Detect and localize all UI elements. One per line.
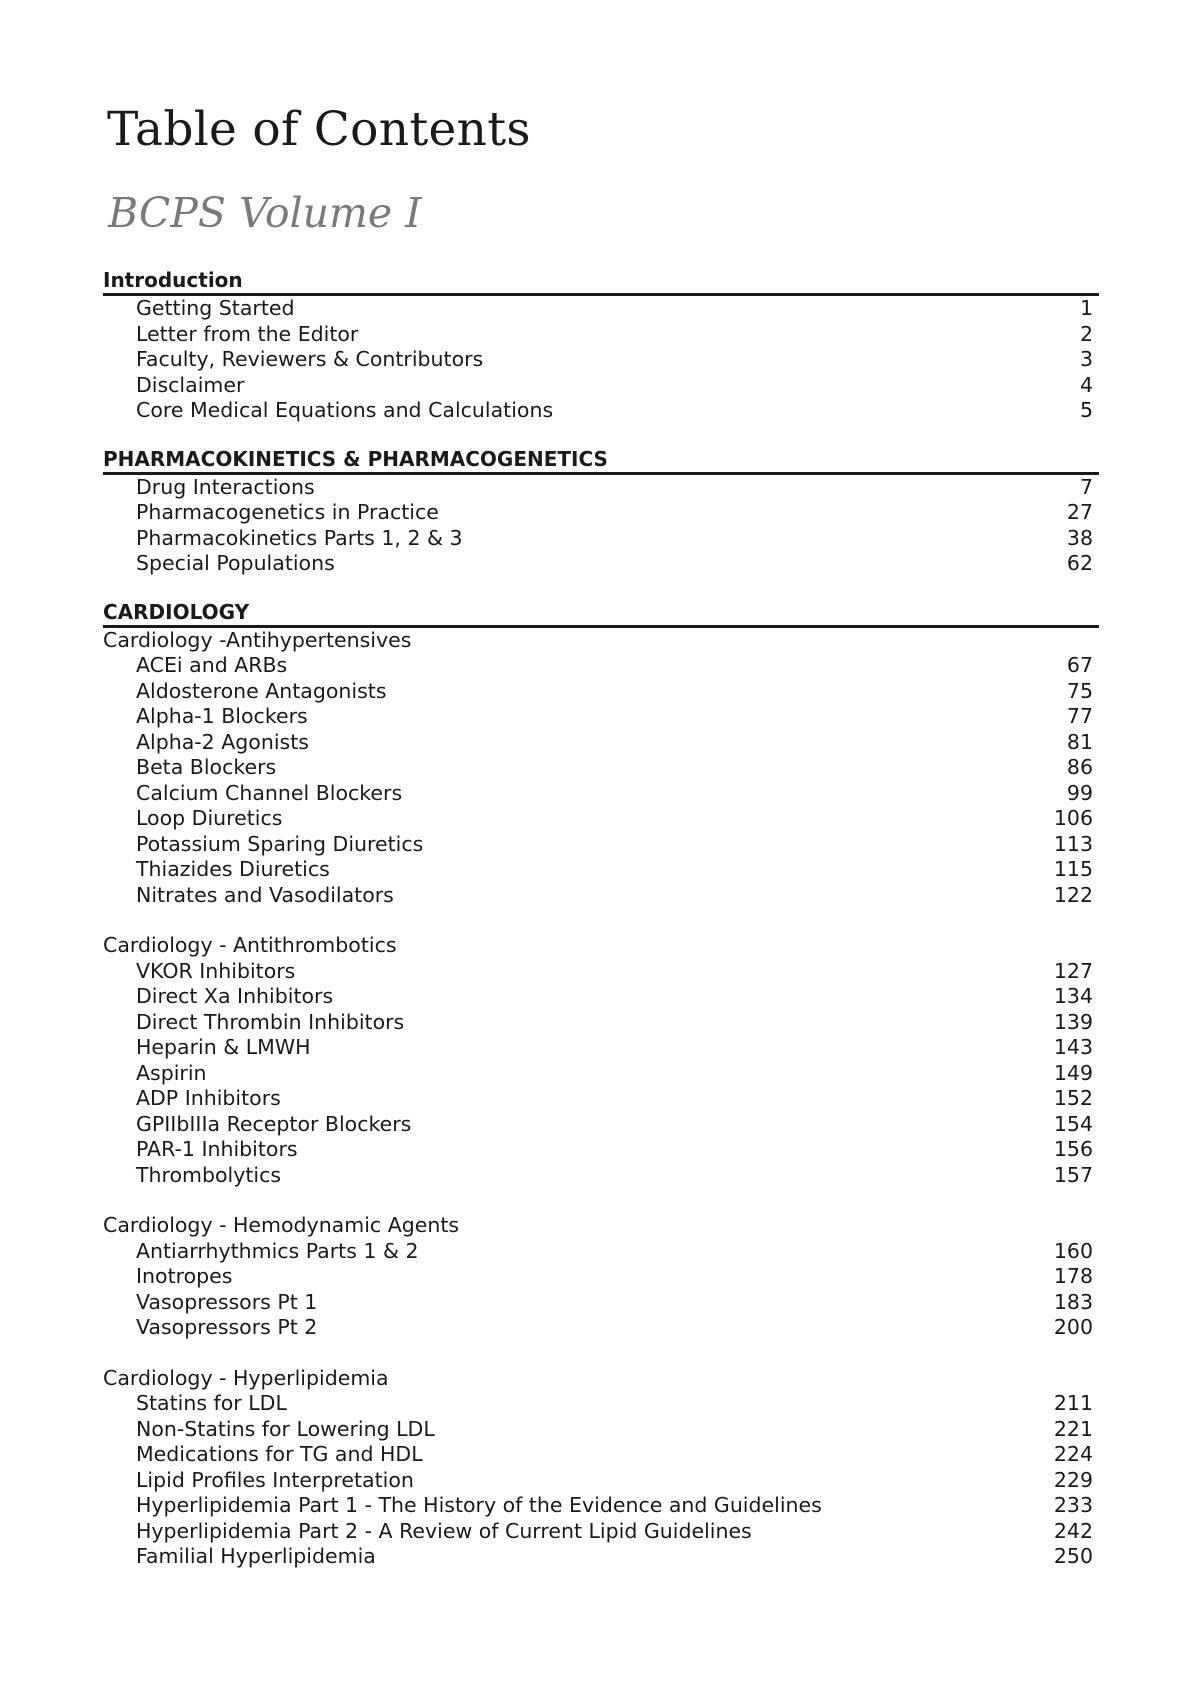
section-spacer — [103, 424, 1099, 447]
toc-section — [103, 447, 1099, 577]
entry-page-number: 81 — [1066, 729, 1093, 754]
entry-page-number: 77 — [1066, 704, 1093, 728]
toc-group — [103, 1366, 1099, 1570]
toc-entry[interactable] — [103, 984, 1099, 1010]
entry-page-number: 233 — [1053, 1493, 1093, 1517]
toc-entry[interactable] — [103, 653, 1099, 679]
entry-title: Calcium Channel Blockers — [136, 780, 403, 805]
entry-page-number: 67 — [1066, 653, 1093, 677]
entry-title: PAR-1 Inhibitors — [136, 1137, 298, 1161]
toc-section — [103, 268, 1099, 424]
entry-page-number: 27 — [1066, 500, 1093, 524]
entry-page-number: 5 — [1079, 398, 1093, 422]
entry-page-number: 99 — [1066, 780, 1093, 805]
entry-page-number: 7 — [1079, 474, 1093, 499]
entry-page-number: 149 — [1053, 1060, 1093, 1085]
section-heading: PHARMACOKINETICS & PHARMACOGENETICS — [103, 447, 1099, 475]
toc-entry[interactable] — [103, 832, 1099, 858]
entry-title: Special Populations — [136, 551, 335, 575]
toc-entry[interactable] — [103, 1442, 1099, 1468]
toc-entry[interactable] — [103, 781, 1099, 807]
entry-title: Thrombolytics — [136, 1162, 282, 1187]
toc-entry[interactable] — [103, 296, 1099, 322]
entry-page-number: 211 — [1053, 1391, 1093, 1415]
toc-entry[interactable] — [103, 1112, 1099, 1138]
toc-entry[interactable] — [103, 1035, 1099, 1061]
entry-title: Vasopressors Pt 2 — [136, 1315, 318, 1339]
entry-title: Disclaimer — [136, 372, 245, 397]
entry-page-number: 152 — [1053, 1086, 1093, 1110]
toc-entry[interactable] — [103, 857, 1099, 883]
entry-title: Statins for LDL — [136, 1391, 287, 1415]
entry-title: Antiarrhythmics Parts 1 & 2 — [136, 1238, 419, 1263]
entry-page-number: 183 — [1053, 1289, 1093, 1314]
entry-page-number: 143 — [1053, 1035, 1093, 1059]
toc-entry[interactable] — [103, 1391, 1099, 1417]
entry-title: Pharmacokinetics Parts 1, 2 & 3 — [136, 525, 463, 550]
entry-title: Direct Xa Inhibitors — [136, 984, 334, 1008]
toc-entry[interactable] — [103, 883, 1099, 909]
toc-entry[interactable] — [103, 398, 1099, 424]
entry-title: Thiazides Diuretics — [136, 857, 330, 881]
toc-entry[interactable] — [103, 1417, 1099, 1443]
entry-title: GPIIbIIIa Receptor Blockers — [136, 1111, 412, 1136]
entry-title: Getting Started — [136, 296, 295, 320]
section-heading: CARDIOLOGY — [103, 600, 1099, 628]
toc-entry[interactable] — [103, 322, 1099, 348]
toc-entry[interactable] — [103, 730, 1099, 756]
toc-entry[interactable] — [103, 1315, 1099, 1341]
entry-title: Alpha-1 Blockers — [136, 704, 308, 728]
toc-section — [103, 600, 1099, 1570]
entry-page-number: 250 — [1053, 1544, 1093, 1568]
toc-entry[interactable] — [103, 551, 1099, 577]
entry-page-number: 4 — [1079, 372, 1093, 397]
entry-page-number: 154 — [1053, 1111, 1093, 1136]
toc-entry[interactable] — [103, 1519, 1099, 1545]
toc-entry[interactable] — [103, 1137, 1099, 1163]
toc-entry[interactable] — [103, 959, 1099, 985]
toc-group — [103, 1213, 1099, 1341]
entry-page-number: 113 — [1053, 831, 1093, 856]
toc-group — [103, 296, 1099, 424]
entry-page-number: 242 — [1053, 1518, 1093, 1543]
group-spacer — [103, 908, 1099, 933]
entry-title: Heparin & LMWH — [136, 1035, 311, 1059]
toc-group — [103, 628, 1099, 909]
entry-title: Lipid Profiles Interpretation — [136, 1467, 414, 1492]
table-of-contents — [103, 268, 1099, 1570]
toc-entry[interactable] — [103, 1264, 1099, 1290]
entry-page-number: 2 — [1079, 321, 1093, 346]
entry-title: Beta Blockers — [136, 755, 277, 779]
entry-title: Familial Hyperlipidemia — [136, 1544, 376, 1568]
entry-page-number: 160 — [1053, 1238, 1093, 1263]
toc-group — [103, 475, 1099, 577]
entry-title: Nitrates and Vasodilators — [136, 882, 394, 907]
toc-entry[interactable] — [103, 1493, 1099, 1519]
page-subtitle: BCPS Volume I — [108, 189, 422, 237]
toc-entry[interactable] — [103, 1468, 1099, 1494]
entry-page-number: 122 — [1053, 882, 1093, 907]
toc-entry[interactable] — [103, 500, 1099, 526]
entry-title: Loop Diuretics — [136, 806, 283, 830]
toc-entry[interactable] — [103, 1086, 1099, 1112]
entry-title: Letter from the Editor — [136, 321, 359, 346]
entry-page-number: 1 — [1079, 296, 1093, 320]
entry-title: Alpha-2 Agonists — [136, 729, 309, 754]
entry-page-number: 127 — [1053, 958, 1093, 983]
group-spacer — [103, 1188, 1099, 1213]
toc-entry[interactable] — [103, 1239, 1099, 1265]
entry-page-number: 62 — [1066, 551, 1093, 575]
toc-entry[interactable] — [103, 526, 1099, 552]
toc-entry[interactable] — [103, 475, 1099, 501]
entry-page-number: 178 — [1053, 1264, 1093, 1288]
entry-page-number: 86 — [1066, 755, 1093, 779]
subsection-heading: Cardiology -Antihypertensives — [103, 627, 412, 652]
entry-page-number: 229 — [1053, 1467, 1093, 1492]
subsection-heading: Cardiology - Hyperlipidemia — [103, 1365, 389, 1390]
entry-page-number: 75 — [1066, 678, 1093, 703]
entry-title: Hyperlipidemia Part 1 - The History of the Evidence and Guidelines — [136, 1493, 822, 1517]
entry-page-number: 200 — [1053, 1315, 1093, 1339]
section-heading: Introduction — [103, 268, 1099, 296]
entry-page-number: 3 — [1079, 347, 1093, 371]
entry-page-number: 224 — [1053, 1442, 1093, 1466]
entry-page-number: 106 — [1053, 806, 1093, 830]
toc-entry[interactable] — [103, 1061, 1099, 1087]
entry-page-number: 134 — [1053, 984, 1093, 1008]
entry-page-number: 139 — [1053, 1009, 1093, 1034]
entry-title: Direct Thrombin Inhibitors — [136, 1009, 405, 1034]
entry-title: ACEi and ARBs — [136, 653, 288, 677]
toc-entry[interactable] — [103, 1290, 1099, 1316]
entry-title: Inotropes — [136, 1264, 233, 1288]
toc-entry[interactable] — [103, 806, 1099, 832]
entry-page-number: 115 — [1053, 857, 1093, 881]
entry-title: ADP Inhibitors — [136, 1086, 281, 1110]
entry-title: Faculty, Reviewers & Contributors — [136, 347, 484, 371]
entry-page-number: 38 — [1066, 525, 1093, 550]
toc-entry[interactable] — [103, 704, 1099, 730]
entry-page-number: 156 — [1053, 1137, 1093, 1161]
entry-page-number: 221 — [1053, 1416, 1093, 1441]
toc-entry[interactable] — [103, 1163, 1099, 1189]
entry-title: Non-Statins for Lowering LDL — [136, 1416, 435, 1441]
toc-entry[interactable] — [103, 1544, 1099, 1570]
entry-title: Vasopressors Pt 1 — [136, 1289, 318, 1314]
entry-title: Drug Interactions — [136, 474, 315, 499]
toc-group — [103, 933, 1099, 1188]
subsection-heading: Cardiology - Hemodynamic Agents — [103, 1213, 460, 1237]
page-title: Table of Contents — [107, 102, 531, 157]
entry-title: Hyperlipidemia Part 2 - A Review of Current Lipid Guidelines — [136, 1518, 752, 1543]
entry-title: Aspirin — [136, 1060, 207, 1085]
entry-title: Medications for TG and HDL — [136, 1442, 423, 1466]
section-spacer — [103, 577, 1099, 600]
toc-entry[interactable] — [103, 347, 1099, 373]
subsection-heading: Cardiology - Antithrombotics — [103, 933, 397, 957]
toc-entry[interactable] — [103, 679, 1099, 705]
toc-entry[interactable] — [103, 755, 1099, 781]
entry-title: Pharmacogenetics in Practice — [136, 500, 439, 524]
group-spacer — [103, 1341, 1099, 1366]
entry-title: Aldosterone Antagonists — [136, 678, 387, 703]
entry-title: Core Medical Equations and Calculations — [136, 398, 554, 422]
entry-title: VKOR Inhibitors — [136, 958, 296, 983]
entry-page-number: 157 — [1053, 1162, 1093, 1187]
entry-title: Potassium Sparing Diuretics — [136, 831, 424, 856]
toc-entry[interactable] — [103, 373, 1099, 399]
toc-entry[interactable] — [103, 1010, 1099, 1036]
